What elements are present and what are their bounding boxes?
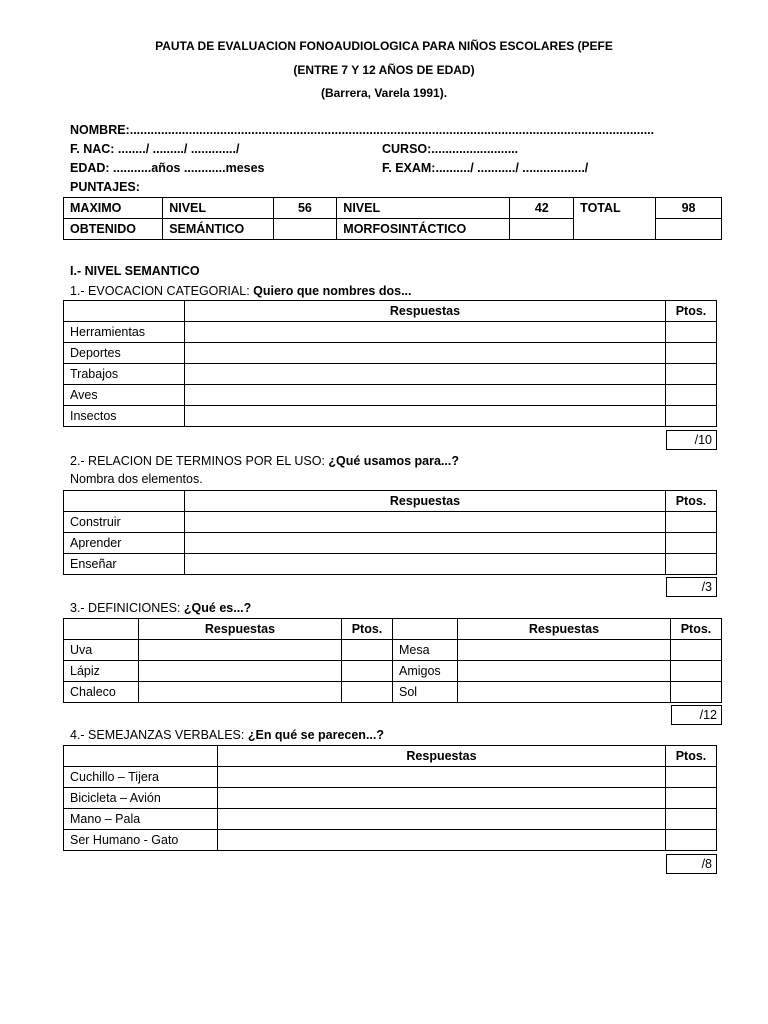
- table-row: [64, 406, 717, 427]
- q3-label: 3.- DEFINICIONES:: [70, 601, 184, 615]
- points-cell[interactable]: [666, 364, 717, 385]
- table-row: [64, 682, 722, 703]
- answer-cell[interactable]: [458, 640, 671, 661]
- q3-respuestas-header-left: Respuestas: [139, 619, 342, 640]
- nivel-morfo-label-top: NIVEL: [337, 198, 510, 219]
- fexam-field: F. EXAM:........../ .........../ ................../: [382, 161, 589, 175]
- row-label: Construir: [64, 512, 185, 533]
- morfo-max-score: 42: [510, 198, 574, 219]
- form-title: PAUTA DE EVALUACION FONOAUDIOLOGICA PARA NIÑOS ESCOLARES (PEFE: [155, 39, 613, 53]
- q2-header-blank: [64, 491, 185, 512]
- q1-label: 1.- EVOCACION CATEGORIAL:: [70, 284, 254, 298]
- semantico-obtained-cell[interactable]: [273, 219, 337, 240]
- row-label: Mano – Pala: [64, 809, 218, 830]
- points-cell[interactable]: [342, 661, 393, 682]
- points-cell[interactable]: [666, 767, 717, 788]
- table-row: [64, 788, 717, 809]
- table-row: [64, 640, 722, 661]
- form-subtitle-age-range: (ENTRE 7 Y 12 AÑOS DE EDAD): [293, 63, 475, 77]
- obtenido-label: OBTENIDO: [64, 219, 163, 240]
- row-label: Aprender: [64, 533, 185, 554]
- answer-cell[interactable]: [185, 322, 666, 343]
- row-label: Chaleco: [64, 682, 139, 703]
- answer-cell[interactable]: [185, 512, 666, 533]
- nivel-semantico-label-top: NIVEL: [163, 198, 273, 219]
- q2-label: 2.- RELACION DE TERMINOS POR EL USO:: [70, 454, 329, 468]
- fnac-field: F. NAC: ......../ ........./ ............./: [70, 142, 240, 156]
- q2-table: [63, 490, 717, 575]
- curso-field: CURSO:.........................: [382, 142, 519, 156]
- table-row: [64, 385, 717, 406]
- total-obtained-cell[interactable]: [656, 219, 722, 240]
- scores-table: [63, 197, 722, 240]
- puntajes-label: PUNTAJES:: [70, 180, 140, 194]
- q2-instruction: Nombra dos elementos.: [70, 472, 203, 486]
- q4-header-blank: [64, 746, 218, 767]
- edad-field: EDAD: ...........años ............meses: [70, 161, 265, 175]
- q3-prompt: [70, 601, 251, 615]
- q2-ptos-header: Ptos.: [666, 491, 717, 512]
- q1-question: Quiero que nombres dos...: [253, 284, 412, 298]
- maximo-label: MAXIMO: [64, 198, 163, 219]
- points-cell[interactable]: [666, 533, 717, 554]
- q1-respuestas-header: Respuestas: [185, 301, 666, 322]
- q4-ptos-header: Ptos.: [666, 746, 717, 767]
- row-label: Lápiz: [64, 661, 139, 682]
- morfo-obtained-cell[interactable]: [510, 219, 574, 240]
- answer-cell[interactable]: [185, 554, 666, 575]
- answer-cell[interactable]: [139, 682, 342, 703]
- points-cell[interactable]: [342, 682, 393, 703]
- answer-cell[interactable]: [139, 640, 342, 661]
- q4-question: ¿En qué se parecen...?: [247, 728, 384, 742]
- row-label: Insectos: [64, 406, 185, 427]
- q3-ptos-header-left: Ptos.: [342, 619, 393, 640]
- table-row: [64, 661, 722, 682]
- row-label: Trabajos: [64, 364, 185, 385]
- answer-cell[interactable]: [139, 661, 342, 682]
- table-row: [64, 512, 717, 533]
- answer-cell[interactable]: [185, 406, 666, 427]
- table-row: [64, 809, 717, 830]
- answer-cell[interactable]: [185, 385, 666, 406]
- answer-cell[interactable]: [185, 533, 666, 554]
- table-row: [64, 767, 717, 788]
- row-label: Bicicleta – Avión: [64, 788, 218, 809]
- answer-cell[interactable]: [218, 809, 666, 830]
- total-label: TOTAL: [574, 198, 656, 240]
- answer-cell[interactable]: [218, 830, 666, 851]
- q2-question: ¿Qué usamos para...?: [328, 454, 459, 468]
- section-heading: I.- NIVEL SEMANTICO: [70, 264, 200, 278]
- answer-cell[interactable]: [218, 767, 666, 788]
- q4-score-box[interactable]: /8: [666, 854, 717, 874]
- total-max-score: 98: [656, 198, 722, 219]
- points-cell[interactable]: [342, 640, 393, 661]
- answer-cell[interactable]: [458, 661, 671, 682]
- points-cell[interactable]: [666, 406, 717, 427]
- q3-respuestas-header-right: Respuestas: [458, 619, 671, 640]
- points-cell[interactable]: [666, 554, 717, 575]
- answer-cell[interactable]: [185, 343, 666, 364]
- answer-cell[interactable]: [185, 364, 666, 385]
- points-cell[interactable]: [666, 385, 717, 406]
- table-row: [64, 322, 717, 343]
- table-row: [64, 554, 717, 575]
- row-label: Mesa: [393, 640, 458, 661]
- points-cell[interactable]: [666, 322, 717, 343]
- q3-ptos-header-right: Ptos.: [671, 619, 722, 640]
- row-label: Enseñar: [64, 554, 185, 575]
- q2-prompt: [70, 454, 459, 468]
- points-cell[interactable]: [666, 512, 717, 533]
- form-citation: (Barrera, Varela 1991).: [320, 86, 448, 100]
- q3-score-box[interactable]: /12: [671, 705, 722, 725]
- q1-ptos-header: Ptos.: [666, 301, 717, 322]
- points-cell[interactable]: [671, 661, 722, 682]
- q3-question: ¿Qué es...?: [183, 601, 252, 615]
- points-cell[interactable]: [671, 682, 722, 703]
- q3-table: [63, 618, 722, 703]
- semantico-max-score: 56: [273, 198, 337, 219]
- q1-score-box[interactable]: /10: [666, 430, 717, 450]
- q4-respuestas-header: Respuestas: [218, 746, 666, 767]
- answer-cell[interactable]: [218, 788, 666, 809]
- row-label: Deportes: [64, 343, 185, 364]
- q3-header-blank-left: [64, 619, 139, 640]
- points-cell[interactable]: [666, 788, 717, 809]
- q3-header-blank-right: [393, 619, 458, 640]
- table-row: [64, 830, 717, 851]
- answer-cell[interactable]: [458, 682, 671, 703]
- q1-prompt: [70, 284, 412, 298]
- points-cell[interactable]: [671, 640, 722, 661]
- q4-label: 4.- SEMEJANZAS VERBALES:: [70, 728, 248, 742]
- table-row: [64, 533, 717, 554]
- morfosintactico-label: MORFOSINTÁCTICO: [337, 219, 510, 240]
- table-row: [64, 343, 717, 364]
- points-cell[interactable]: [666, 343, 717, 364]
- points-cell[interactable]: [666, 830, 717, 851]
- row-label: Uva: [64, 640, 139, 661]
- row-label: Herramientas: [64, 322, 185, 343]
- q2-score-box[interactable]: /3: [666, 577, 717, 597]
- q1-header-blank: [64, 301, 185, 322]
- nombre-field: NOMBRE:.......................................................................................................................................................: [70, 123, 655, 137]
- q2-respuestas-header: Respuestas: [185, 491, 666, 512]
- row-label: Cuchillo – Tijera: [64, 767, 218, 788]
- q4-prompt: [70, 728, 384, 742]
- row-label: Aves: [64, 385, 185, 406]
- row-label: Ser Humano - Gato: [64, 830, 218, 851]
- row-label: Sol: [393, 682, 458, 703]
- q1-table: [63, 300, 717, 427]
- q4-table: [63, 745, 717, 851]
- row-label: Amigos: [393, 661, 458, 682]
- points-cell[interactable]: [666, 809, 717, 830]
- table-row: [64, 364, 717, 385]
- semantico-label: SEMÁNTICO: [163, 219, 273, 240]
